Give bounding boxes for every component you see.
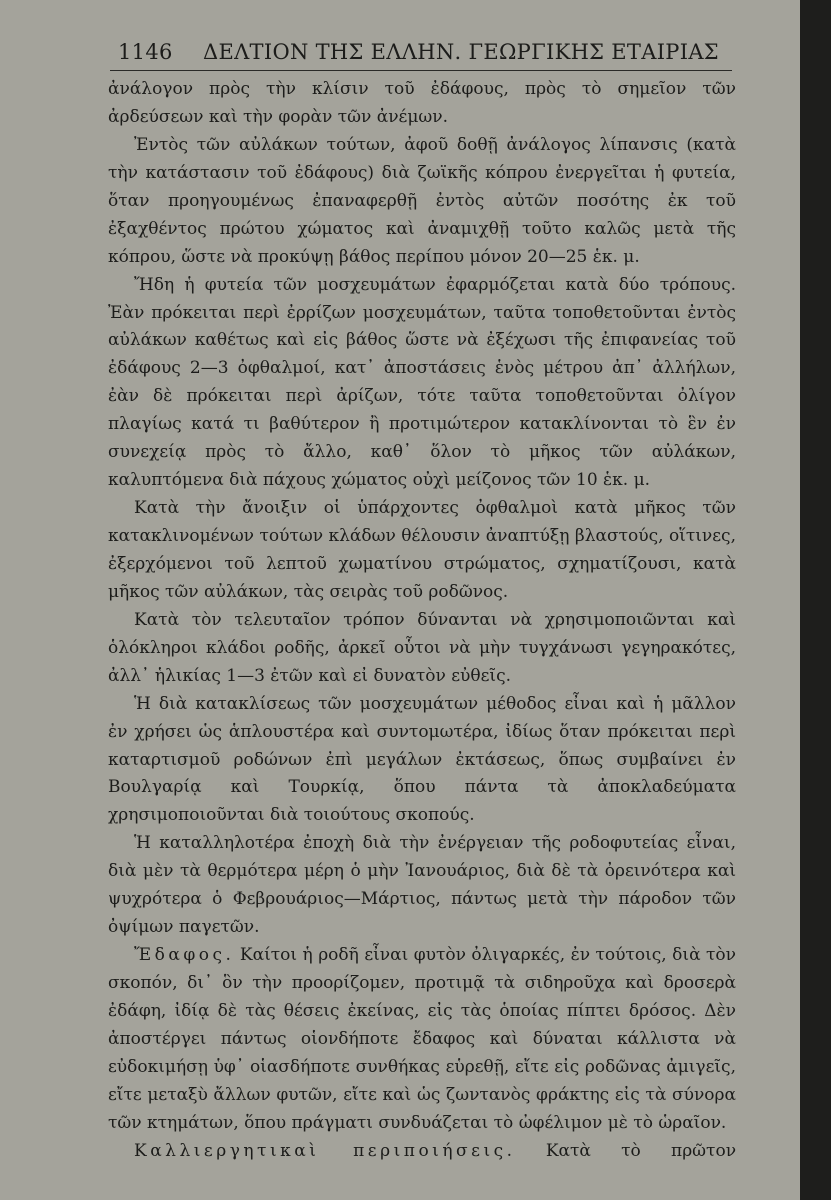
paragraph-8-text: Καίτοι ἡ ροδῆ εἶναι φυτὸν ὀλιγαρκές, ἐν τούτοις, διὰ τὸν σκοπόν, δι᾽ ὃν τὴν προορίζομεν, προτιμᾷ τὰ σιδηροῦχα καὶ δροσερὰ ἐδάφη, ἰδίᾳ δὲ τὰς θέσεις ἐκείνας, εἰς τὰς ὁποίας πίπτει δρόσος. Δὲν ἀποστέργει πάντως οἱονδήποτε ἔδαφος καὶ δύναται κάλλιστα νὰ εὐδοκιμήσῃ ὑφ᾽ οἱασδήποτε συνθήκας εὑρεθῇ, εἴτε εἰς ροδῶνας ἀμιγεῖς, εἴτε μεταξὺ ἄλλων φυτῶν, εἴτε καὶ ὡς ζωντανὸς φράκτης εἰς τὰ σύνορα τῶν κτημάτων, ὅπου πράγματι συνδυάζεται τὸ ὠφέλιμον μὲ τὸ ὡραῖον.	[108, 945, 737, 1133]
page-number: 1146	[118, 40, 173, 64]
paragraph-5: Κατὰ τὸν τελευταῖον τρόπον δύνανται νὰ χρησιμοποιῶνται καὶ ὁλόκληροι κλάδοι ροδῆς, ἀρκεῖ οὗτοι νὰ μὴν τυγχάνωσι γεγηρακότες, ἀλλ᾽ ἡλικίας 1—3 ἐτῶν καὶ εἰ δυνατὸν εὐθεῖς.	[108, 609, 736, 686]
binding-gutter	[800, 0, 831, 1200]
header-rule	[110, 70, 732, 71]
body-text	[108, 76, 736, 1166]
paragraph-1: ἀνάλογον πρὸς τὴν κλίσιν τοῦ ἐδάφους, πρὸς τὸ σημεῖον τῶν ἀρδεύσεων καὶ τὴν φορὰν τῶν ἀνέμων.	[108, 79, 736, 127]
paragraph-9	[108, 1138, 736, 1166]
paragraph-3: Ἤδη ἡ φυτεία τῶν μοσχευμάτων ἐφαρμόζεται κατὰ δύο τρόπους. Ἐὰν πρόκειται περὶ ἐρρίζων μοσχευμάτων, ταῦτα τοποθετοῦνται ἐντὸς αὐλάκων καθέτως καὶ εἰς βάθος ὥστε νὰ ἐξέχωσι τῆς ἐπιφανείας τοῦ ἐδάφους 2—3 ὀφθαλμοί, κατ᾽ ἀποστάσεις ἑνὸς μέτρου ἀπ᾽ ἀλλήλων, ἐὰν δὲ πρόκειται περὶ ἀρίζων, τότε ταῦτα τοποθετοῦνται ὀλίγον πλαγίως κατά τι βαθύτερον ἢ προτιμώτερον κατακλίνονται τὸ ἓν ἐν συνεχείᾳ πρὸς τὸ ἄλλο, καθ᾽ ὅλον τὸ μῆκος τῶν αὐλάκων, καλυπτόμενα διὰ πάχους χώματος οὐχὶ μείζονος τῶν 10 ἑκ. μ.	[108, 274, 736, 491]
paragraph-4: Κατὰ τὴν ἄνοιξιν οἱ ὑπάρχοντες ὀφθαλμοὶ κατὰ μῆκος τῶν κατακλινομένων τούτων κλάδων θέλουσιν ἀναπτύξῃ βλαστούς, οἵτινες, ἐξερχόμενοι τοῦ λεπτοῦ χωματίνου στρώματος, σχηματίζουσι, κατὰ μῆκος τῶν αὐλάκων, τὰς σειρὰς τοῦ ροδῶνος.	[108, 498, 736, 602]
paragraph-8	[108, 942, 736, 1138]
journal-title: ΔΕΛΤΙΟΝ ΤΗΣ ΕΛΛΗΝ. ΓΕΩΡΓΙΚΗΣ ΕΤΑΙΡΙΑΣ	[203, 40, 719, 64]
paragraph-6: Ἡ διὰ κατακλίσεως τῶν μοσχευμάτων μέθοδος εἶναι καὶ ἡ μᾶλλον ἐν χρήσει ὡς ἁπλουστέρα καὶ συντομωτέρα, ἰδίως ὅταν πρόκειται περὶ καταρτισμοῦ ροδώνων ἐπὶ μεγάλων ἐκτάσεως, ὅπως συμβαίνει ἐν Βουλγαρίᾳ καὶ Τουρκίᾳ, ὅπου πάντα τὰ ἀποκλαδεύματα χρησιμοποιοῦνται διὰ τοιούτους σκοπούς.	[108, 693, 736, 826]
running-header	[118, 40, 728, 68]
section-heading-soil: Ἔδαφος.	[134, 945, 235, 966]
section-heading-cultivation: Καλλιεργητικαὶ περιποιήσεις.	[134, 1140, 516, 1161]
paragraph-7: Ἡ καταλληλοτέρα ἐποχὴ διὰ τὴν ἐνέργειαν τῆς ροδοφυτείας εἶναι, διὰ μὲν τὰ θερμότερα μέρη ὁ μὴν Ἰανουάριος, διὰ δὲ τὰ ὀρεινότερα καὶ ψυχρότερα ὁ Φεβρουάριος—Μάρτιος, πάντως μετὰ τὴν πάροδον τῶν ὀψίμων παγετῶν.	[108, 833, 736, 938]
paragraph-9-text: Κατὰ τὸ πρῶτον	[545, 1140, 737, 1161]
paragraph-2: Ἐντὸς τῶν αὐλάκων τούτων, ἀφοῦ δοθῇ ἀνάλογος λίπανσις (κατὰ τὴν κατάστασιν τοῦ ἐδάφους) διὰ ζωϊκῆς κόπρου ἐνεργεῖται ἡ φυτεία, ὅταν προηγουμένως ἐπαναφερθῇ ἐντὸς αὐτῶν ποσότης ἐκ τοῦ ἐξαχθέντος πρώτου χώματος καὶ ἀναμιχθῇ τοῦτο καλῶς μετὰ τῆς κόπρου, ὥστε νὰ προκύψῃ βάθος περίπου μόνον 20—25 ἑκ. μ.	[108, 134, 736, 267]
